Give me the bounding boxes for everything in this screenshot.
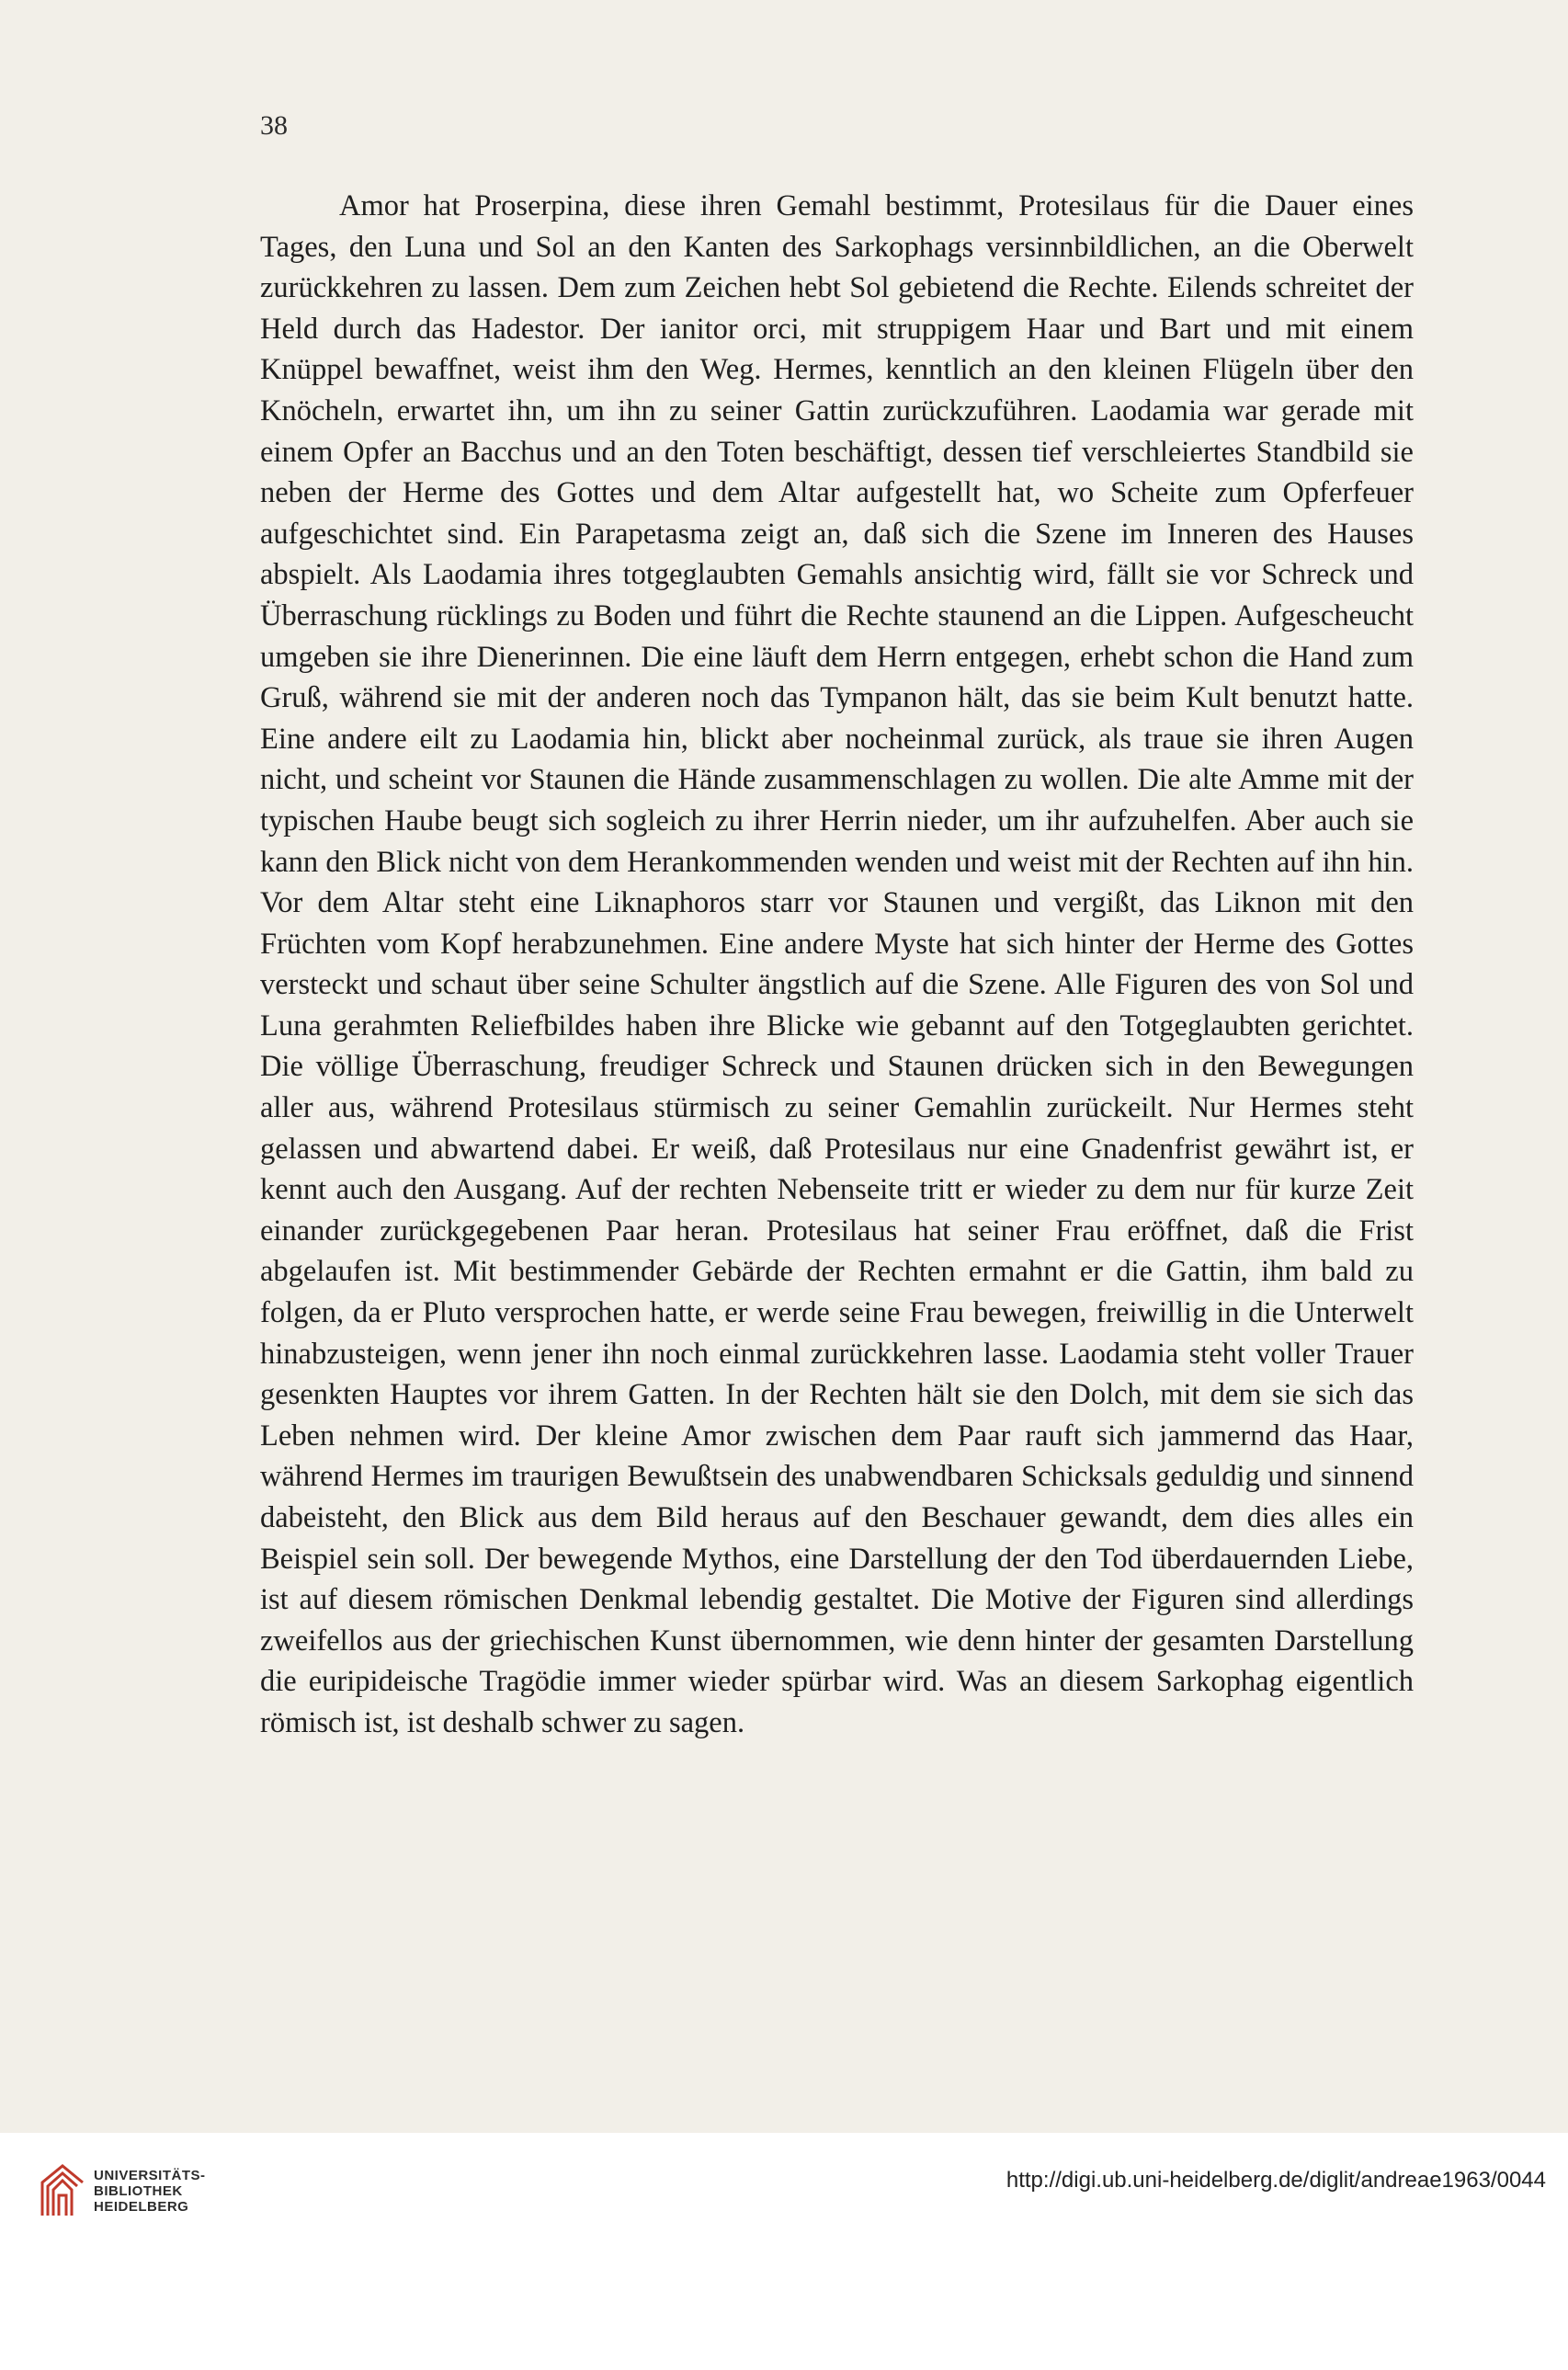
body-text xyxy=(260,186,1414,1744)
footer xyxy=(0,2133,1568,2370)
library-logo-icon xyxy=(37,2160,88,2221)
logo-line: BIBLIOTHEK xyxy=(94,2183,183,2199)
paragraph: Amor hat Proserpina, diese ihren Gemahl bestimmt, Protesilaus für die Dauer eines Tages, den Luna und Sol an den Kanten des Sarkophags versinnbildlichen, an die Oberwelt zurückkehren zu lassen. Dem zum Zeichen hebt Sol gebietend die Rechte. Eilends schreitet der Held durch das Hadestor. Der ianitor orci, mit struppigem Haar und Bart und mit einem Knüppel bewaffnet, weist ihm den Weg. Hermes, kenntlich an den kleinen Flügeln über den Knöcheln, erwartet ihn, um ihn zu seiner Gattin zurückzuführen. Laodamia war gerade mit einem Opfer an Bacchus und an den Toten beschäftigt, dessen tief verschleiertes Standbild sie neben der Herme des Gottes und dem Altar aufgestellt hat, wo Scheite zum Opferfeuer aufgeschichtet sind. Ein Parapetasma zeigt an, daß sich die Szene im Inneren des Hauses abspielt. Als Laodamia ihres totgeglaubten Gemahls ansichtig wird, fällt sie vor Schreck und Überraschung rücklings zu Boden und führt die Rechte staunend an die Lippen. Aufgescheucht umgeben sie ihre Dienerinnen. Die eine läuft dem Herrn entgegen, erhebt schon die Hand zum Gruß, während sie mit der anderen noch das Tympanon hält, das sie beim Kult benutzt hatte. Eine andere eilt zu Laodamia hin, blickt aber nocheinmal zurück, als traue sie ihren Augen nicht, und scheint vor Staunen die Hände zusammenschlagen zu wollen. Die alte Amme mit der typischen Haube beugt sich sogleich zu ihrer Herrin nieder, um ihr aufzuhelfen. Aber auch sie kann den Blick nicht von dem Herankommenden wenden und weist mit der Rechten auf ihn hin. Vor dem Altar steht eine Liknaphoros starr vor Staunen und vergißt, das Liknon mit den Früchten vom Kopf herabzunehmen. Eine andere Myste hat sich hinter der Herme des Gottes versteckt und schaut über seine Schulter ängstlich auf die Szene. Alle Figuren des von Sol und Luna gerahmten Reliefbildes haben ihre Blicke wie gebannt auf den Totgeglaubten gerichtet. Die völlige Überraschung, freudiger Schreck und Staunen drücken sich in den Bewegungen aller aus, während Protesilaus stürmisch zu seiner Gemahlin zurückeilt. Nur Hermes steht gelassen und abwartend dabei. Er weiß, daß Protesilaus nur eine Gnadenfrist gewährt ist, er kennt auch den Ausgang. Auf der rechten Nebenseite tritt er wieder zu dem nur für kurze Zeit einander zurückgegebenen Paar heran. Protesilaus hat seiner Frau eröffnet, daß die Frist abgelaufen ist. Mit bestimmender Gebärde der Rechten ermahnt er die Gattin, ihm bald zu folgen, da er Pluto versprochen hatte, er werde seine Frau bewegen, freiwillig in die Unterwelt hinabzusteigen, wenn jener ihn noch einmal zurückkehren lasse. Laodamia steht voller Trauer gesenkten Hauptes vor ihrem Gatten. In der Rechten hält sie den Dolch, mit dem sie sich das Leben nehmen wird. Der kleine Amor zwischen dem Paar rauft sich jammernd das Haar, während Hermes im traurigen Bewußtsein des unabwendbaren Schicksals geduldig und sinnend dabeisteht, den Blick aus dem Bild heraus auf den Beschauer gewandt, dem dies alles ein Beispiel sein soll. Der bewegende Mythos, eine Darstellung der den Tod überdauernden Liebe, ist auf diesem römischen Denkmal lebendig gestaltet. Die Motive der Figuren sind allerdings zweifellos aus der griechischen Kunst übernommen, wie denn hinter der gesamten Darstellung die euripideische Tragödie immer wieder spürbar wird. Was an diesem Sarkophag eigentlich römisch ist, ist deshalb schwer zu sagen. xyxy=(260,189,1414,1739)
library-logo-text xyxy=(94,2168,206,2215)
logo-line: HEIDELBERG xyxy=(94,2199,189,2215)
library-logo[interactable] xyxy=(37,2160,257,2225)
page-number: 38 xyxy=(260,110,288,141)
source-url-link[interactable]: http://digi.ub.uni-heidelberg.de/diglit/andreae1963/0044 xyxy=(1006,2168,1546,2193)
logo-line: UNIVERSITÄTS- xyxy=(94,2168,206,2183)
